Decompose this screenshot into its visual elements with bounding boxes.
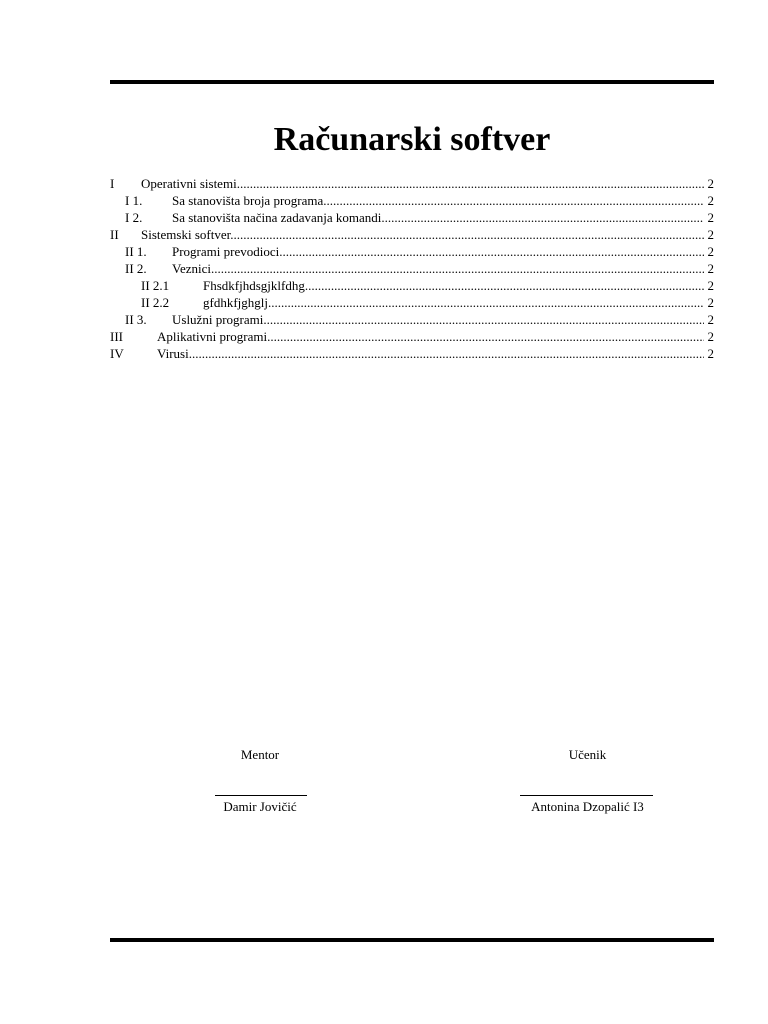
toc-entry-page: 2 xyxy=(707,210,714,225)
toc-entry-title: Virusi ..... xyxy=(157,345,704,362)
toc-entry-page: 2 xyxy=(707,244,714,259)
student-signature-line xyxy=(520,795,653,796)
toc-entry-page: 2 xyxy=(707,193,714,208)
toc-entry-number: II xyxy=(110,227,119,242)
toc-entry-page: 2 xyxy=(707,261,714,276)
toc-entry-title: Operativni sistemi ..... xyxy=(141,175,704,192)
toc-entry xyxy=(110,294,714,311)
mentor-label: Mentor xyxy=(240,747,280,762)
toc-entry-title: gfdhkfjghglj ..... xyxy=(203,294,704,311)
toc-entry xyxy=(110,226,714,243)
toc-entry xyxy=(110,192,714,209)
toc-entry-title: Sa stanovišta načina zadavanja komandi ..... xyxy=(172,209,704,226)
toc-entry-title: Aplikativni programi ..... xyxy=(157,328,704,345)
toc-entry-title: Uslužni programi ..... xyxy=(172,311,704,328)
table-of-contents xyxy=(110,175,714,362)
mentor-name: Damir Jovičić xyxy=(223,799,297,814)
toc-entry-number: I xyxy=(110,176,115,191)
toc-entry-title: Veznici ..... xyxy=(172,260,704,277)
toc-entry xyxy=(110,311,714,328)
student-name: Antonina Dzopalić I3 xyxy=(531,799,644,814)
toc-entry xyxy=(110,328,714,345)
toc-entry-page: 2 xyxy=(707,176,714,191)
toc-entry xyxy=(110,209,714,226)
toc-entry-number: II 2.2 xyxy=(141,295,170,310)
toc-entry-page: 2 xyxy=(707,329,714,344)
toc-entry-title: Programi prevodioci ..... xyxy=(172,243,704,260)
toc-entry-number: II 2. xyxy=(125,261,147,276)
toc-entry-page: 2 xyxy=(707,278,714,293)
toc-entry-page: 2 xyxy=(707,295,714,310)
toc-entry-page: 2 xyxy=(707,346,714,361)
toc-entry-number: II 2.1 xyxy=(141,278,170,293)
toc-entry-number: II 1. xyxy=(125,244,147,259)
toc-entry-page: 2 xyxy=(707,227,714,242)
toc-entry xyxy=(110,243,714,260)
toc-entry xyxy=(110,260,714,277)
toc-entry xyxy=(110,175,714,192)
toc-entry-number: I 1. xyxy=(125,193,143,208)
toc-entry xyxy=(110,345,714,362)
toc-entry-number: I 2. xyxy=(125,210,143,225)
toc-entry-title: Sistemski softver ..... xyxy=(141,226,704,243)
toc-entry-number: II 3. xyxy=(125,312,147,327)
toc-entry-title: Sa stanovišta broja programa ..... xyxy=(172,192,704,209)
student-label: Učenik xyxy=(568,747,607,762)
mentor-signature-line xyxy=(215,795,307,796)
page-title: Računarski softver xyxy=(273,121,551,158)
toc-entry-number: IV xyxy=(110,346,124,361)
top-rule xyxy=(110,80,714,84)
toc-entry-page: 2 xyxy=(707,312,714,327)
toc-entry-title: Fhsdkfjhdsgjklfdhg ..... xyxy=(203,277,704,294)
bottom-rule xyxy=(110,938,714,942)
toc-entry xyxy=(110,277,714,294)
toc-entry-number: III xyxy=(110,329,123,344)
